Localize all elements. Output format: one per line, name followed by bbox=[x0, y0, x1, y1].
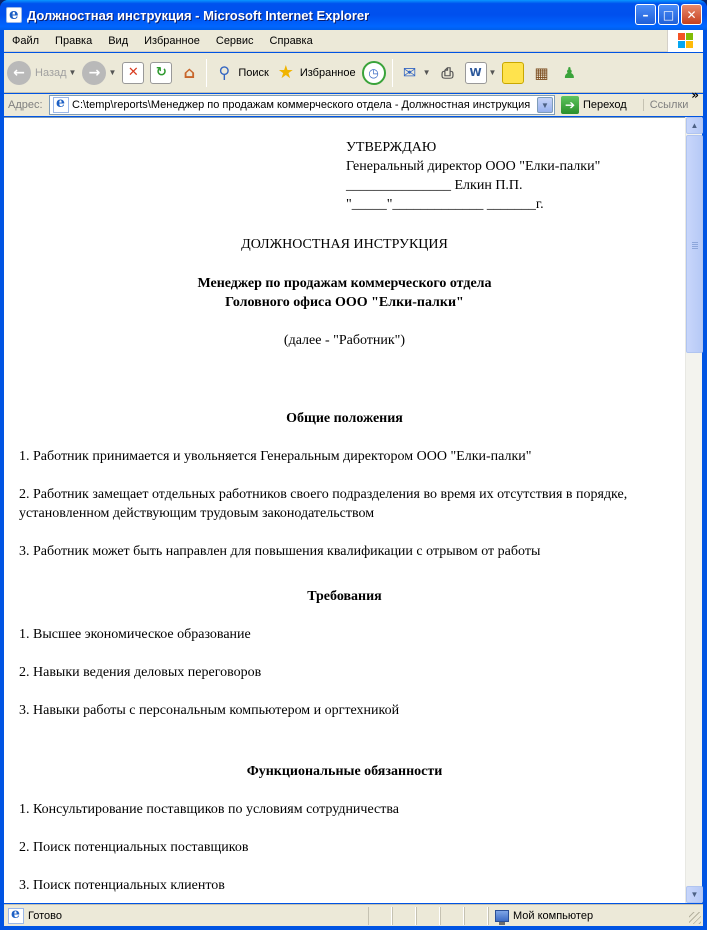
search-label: Поиск bbox=[238, 66, 269, 79]
list-item: 2. Навыки ведения деловых переговоров bbox=[19, 665, 262, 680]
go-label: Переход bbox=[583, 99, 627, 111]
messenger-button[interactable] bbox=[555, 56, 583, 90]
note-icon bbox=[502, 62, 524, 84]
stop-icon: ✕ bbox=[122, 62, 144, 84]
page-status-icon bbox=[8, 908, 24, 924]
home-button[interactable] bbox=[175, 56, 203, 90]
favorites-star-icon: ★ bbox=[277, 62, 294, 83]
maximize-button[interactable]: □ bbox=[658, 4, 679, 25]
history-icon: ◷ bbox=[362, 61, 386, 85]
go-arrow-icon: ➔ bbox=[561, 96, 579, 114]
vertical-scrollbar[interactable] bbox=[685, 117, 702, 903]
section-heading-duties: Функциональные обязанности bbox=[246, 764, 443, 779]
list-item: 1. Работник принимается и увольняется Генеральным директором ООО "Елки-палки" bbox=[19, 449, 532, 464]
list-item: 1. Консультирование поставщиков по условиям сотрудничества bbox=[19, 802, 400, 817]
stop-button[interactable] bbox=[119, 56, 147, 90]
position-title-line1: Менеджер по продажам коммерческого отдела bbox=[197, 276, 492, 291]
address-input[interactable] bbox=[49, 95, 555, 115]
status-cell bbox=[392, 907, 416, 925]
research-books-icon: ▦ bbox=[534, 63, 549, 82]
forward-arrow-icon: → bbox=[82, 61, 106, 85]
refresh-button[interactable] bbox=[147, 56, 175, 90]
document-title: ДОЛЖНОСТНАЯ ИНСТРУКЦИЯ bbox=[241, 237, 448, 252]
refresh-icon: ↻ bbox=[150, 62, 172, 84]
favorites-label: Избранное bbox=[299, 66, 356, 79]
printer-icon: ⎙ bbox=[441, 63, 454, 82]
list-item: 1. Высшее экономическое образование bbox=[19, 627, 251, 642]
window-frame-bottom bbox=[0, 926, 707, 930]
menu-edit[interactable]: Правка bbox=[55, 34, 93, 47]
menu-bar bbox=[4, 30, 703, 52]
computer-icon bbox=[495, 910, 509, 922]
windows-logo bbox=[667, 30, 703, 52]
back-arrow-icon: ← bbox=[7, 61, 31, 85]
list-item: 3. Работник может быть направлен для повышения квалификации с отрывом от работы bbox=[19, 544, 541, 559]
ie-page-icon[interactable] bbox=[6, 7, 22, 23]
status-cell bbox=[368, 907, 392, 925]
messenger-icon: ♟ bbox=[562, 63, 577, 82]
menu-view[interactable]: Вид bbox=[108, 34, 129, 47]
research-button[interactable] bbox=[527, 56, 555, 90]
approval-block bbox=[346, 138, 676, 214]
scroll-up-icon[interactable]: ▲ bbox=[686, 117, 703, 134]
mail-dropdown-icon[interactable]: ▼ bbox=[422, 68, 431, 77]
list-item: 2. Поиск потенциальных поставщиков bbox=[19, 840, 249, 855]
forward-dropdown-icon[interactable]: ▼ bbox=[108, 68, 117, 77]
address-dropdown-icon[interactable]: ▼ bbox=[537, 97, 553, 113]
status-bar bbox=[4, 904, 703, 926]
discuss-button[interactable] bbox=[499, 56, 527, 90]
section-heading-requirements: Требования bbox=[307, 589, 382, 604]
edit-dropdown-icon[interactable]: ▼ bbox=[488, 68, 497, 77]
status-text: Готово bbox=[28, 909, 62, 922]
address-bar bbox=[4, 88, 703, 116]
window-title: Должностная инструкция - Microsoft Internet Explorer bbox=[27, 7, 370, 23]
list-item: 2. Работник замещает отдельных работников своего подразделения во время их отсутствия в порядке, установленном действующим трудовым законодательством bbox=[19, 487, 628, 521]
address-label: Адрес: bbox=[8, 99, 43, 111]
approve-signature: _______________ Елкин П.П. bbox=[346, 178, 523, 193]
minimize-button[interactable]: – bbox=[635, 4, 656, 25]
page-content[interactable] bbox=[4, 117, 685, 903]
back-dropdown-icon[interactable]: ▼ bbox=[68, 68, 77, 77]
section-heading-general: Общие положения bbox=[286, 411, 403, 426]
favorites-button[interactable] bbox=[272, 56, 359, 90]
security-zone[interactable] bbox=[488, 907, 683, 925]
menu-help[interactable]: Справка bbox=[269, 34, 313, 47]
approve-position: Генеральный директор ООО "Елки-палки" bbox=[346, 159, 601, 174]
approve-heading: УТВЕРЖДАЮ bbox=[346, 140, 437, 155]
search-icon: ⚲ bbox=[218, 63, 231, 82]
forward-button[interactable] bbox=[79, 56, 119, 90]
mail-icon: ✉ bbox=[402, 63, 417, 82]
list-item: 3. Поиск потенциальных клиентов bbox=[19, 878, 225, 893]
mail-button[interactable] bbox=[396, 56, 434, 90]
hereinafter-note: (далее - "Работник") bbox=[283, 333, 406, 348]
menu-favorites[interactable]: Избранное bbox=[144, 34, 200, 47]
windows-flag-icon bbox=[678, 33, 694, 49]
resize-grip-icon[interactable] bbox=[689, 912, 701, 924]
links-label[interactable]: Ссылки bbox=[643, 99, 689, 111]
history-button[interactable] bbox=[359, 56, 389, 90]
scroll-down-icon[interactable]: ▼ bbox=[686, 886, 703, 903]
back-label: Назад bbox=[35, 66, 67, 79]
title-bar[interactable] bbox=[0, 0, 707, 30]
status-cell bbox=[416, 907, 440, 925]
list-item: 3. Навыки работы с персональным компьютером и оргтехникой bbox=[19, 703, 400, 718]
home-icon: ⌂ bbox=[183, 63, 196, 82]
standard-toolbar bbox=[4, 53, 703, 93]
edit-button[interactable] bbox=[462, 56, 500, 90]
address-value[interactable]: C:\temp\reports\Менеджер по продажам коммерческого отдела - Должностная инструкция bbox=[72, 99, 531, 111]
scroll-thumb[interactable] bbox=[686, 135, 703, 353]
menu-tools[interactable]: Сервис bbox=[215, 34, 254, 47]
status-cell bbox=[464, 907, 488, 925]
back-button[interactable] bbox=[4, 56, 79, 90]
close-button[interactable]: ✕ bbox=[681, 4, 702, 25]
window-controls bbox=[635, 4, 702, 25]
toolbar-separator bbox=[392, 59, 393, 87]
status-cell bbox=[440, 907, 464, 925]
print-button[interactable] bbox=[434, 56, 462, 90]
go-button[interactable] bbox=[561, 96, 627, 114]
scroll-grip-icon bbox=[692, 242, 698, 249]
menu-file[interactable]: Файл bbox=[12, 34, 40, 47]
approve-date: "_____"_____________ _______г. bbox=[346, 197, 544, 212]
zone-label: Мой компьютер bbox=[513, 909, 594, 922]
toolbar-separator bbox=[206, 59, 207, 87]
search-button[interactable] bbox=[210, 56, 271, 90]
position-title-line2: Головного офиса ООО "Елки-палки" bbox=[225, 295, 464, 310]
links-chevron-icon[interactable]: » bbox=[691, 88, 699, 102]
page-icon bbox=[53, 97, 69, 113]
word-icon: W bbox=[465, 62, 487, 84]
